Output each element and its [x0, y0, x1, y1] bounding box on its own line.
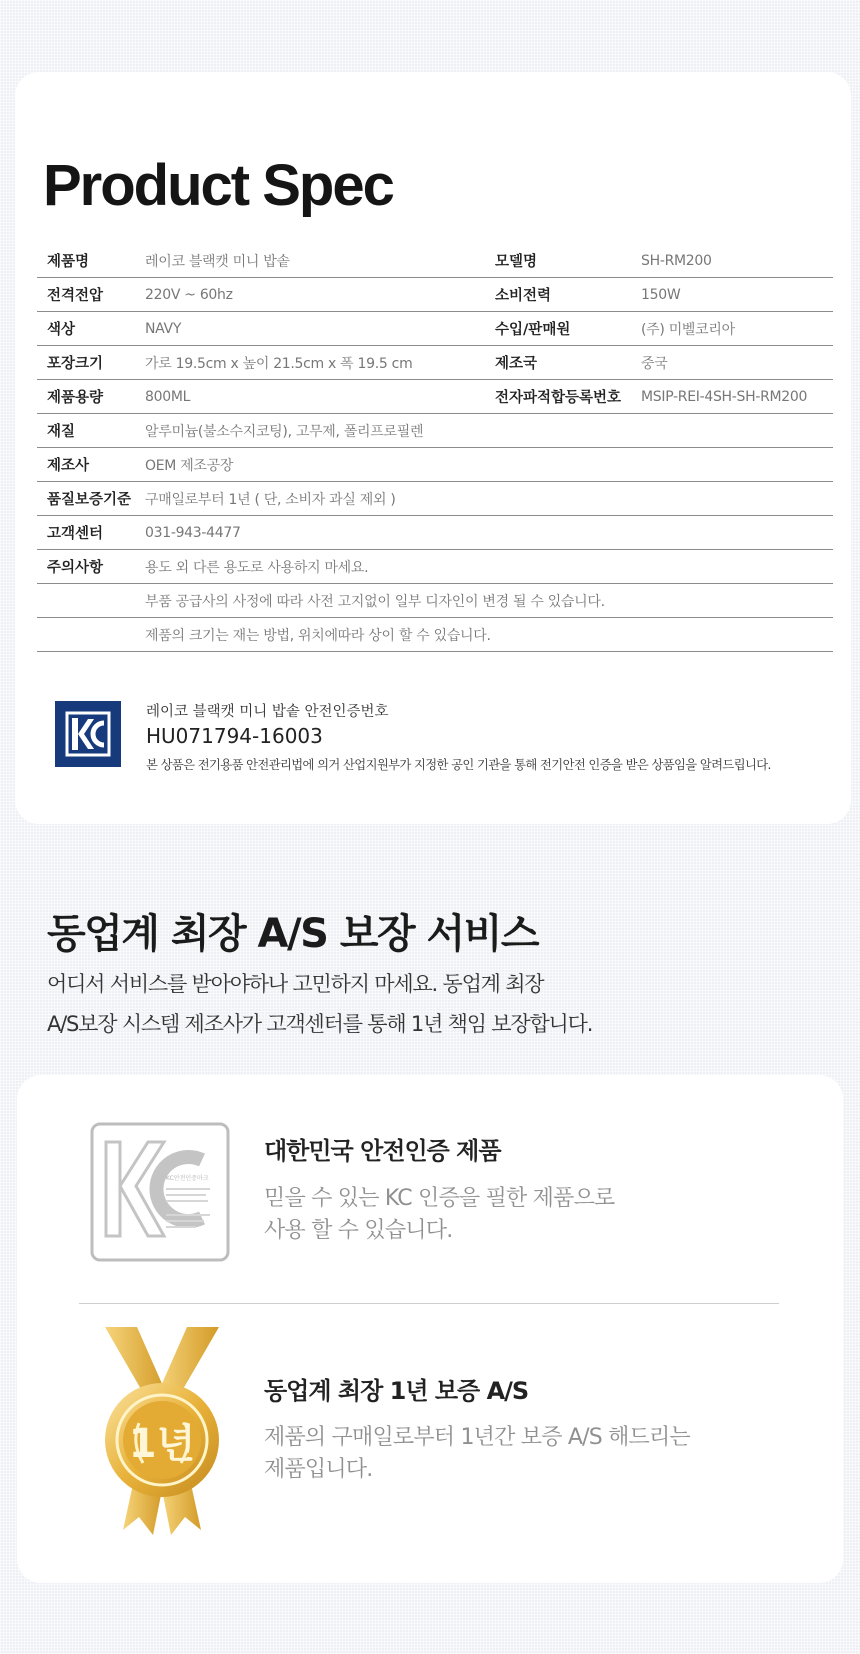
divider [79, 1303, 779, 1304]
spec-value: 구매일로부터 1년 ( 단, 소비자 과실 제외 ) [145, 482, 833, 516]
spec-value: 중국 [641, 346, 833, 380]
spec-value: 800ML [145, 380, 485, 414]
spec-row [37, 414, 833, 448]
spec-label: 포장크기 [37, 346, 145, 380]
spec-label: 전격전압 [37, 278, 145, 312]
as-description-line: A/S보장 시스템 제조사가 고객센터를 통해 1년 책임 보장합니다. [47, 1012, 593, 1036]
spec-value: 031-943-4477 [145, 516, 833, 550]
kc-logo-icon [55, 701, 121, 767]
spec-label: 전자파적합등록번호 [485, 380, 641, 414]
spec-label: 소비전력 [485, 278, 641, 312]
spec-label: 제조사 [37, 448, 145, 482]
spec-title: Product Spec [43, 153, 393, 218]
spec-label [37, 618, 145, 652]
spec-label [37, 584, 145, 618]
spec-value: 용도 외 다른 용도로 사용하지 마세요. [145, 550, 833, 584]
spec-row [37, 516, 833, 550]
as-heading: 동업계 최장 A/S 보장 서비스 [47, 911, 538, 957]
spec-row [37, 550, 833, 584]
spec-label: 품질보증기준 [37, 482, 145, 516]
spec-value: MSIP-REI-4SH-SH-RM200 [641, 380, 833, 414]
spec-row [37, 244, 833, 278]
spec-row [37, 618, 833, 652]
kc-description: 본 상품은 전기용품 안전관리법에 의거 산업지원부가 지정한 공인 기관을 통해 전기안전 인증을 받은 상품임을 알려드립니다. [146, 758, 771, 772]
feature-title: 동업계 최장 1년 보증 A/S [264, 1377, 529, 1405]
spec-row [37, 584, 833, 618]
spec-value: 레이코 블랙캣 미니 밥솥 [145, 244, 485, 278]
spec-label: 주의사항 [37, 550, 145, 584]
spec-label: 모델명 [485, 244, 641, 278]
spec-row [37, 380, 833, 414]
medal-label: 1년 [128, 1421, 196, 1467]
spec-table [37, 244, 833, 652]
spec-row [37, 448, 833, 482]
spec-value: 150W [641, 278, 833, 312]
kc-certification [55, 690, 845, 780]
spec-label: 색상 [37, 312, 145, 346]
spec-label: 재질 [37, 414, 145, 448]
kc-mark-icon [90, 1122, 230, 1266]
spec-value: SH-RM200 [641, 244, 833, 278]
spec-value: (주) 미벨코리아 [641, 312, 833, 346]
spec-row [37, 312, 833, 346]
spec-row [37, 346, 833, 380]
spec-value: 제품의 크기는 재는 방법, 위치에따라 상이 할 수 있습니다. [145, 618, 833, 652]
as-description-line: 어디서 서비스를 받아야하나 고민하지 마세요. 동업계 최장 [47, 972, 544, 996]
spec-label: 제품명 [37, 244, 145, 278]
spec-value: 알루미늄(불소수지코팅), 고무제, 폴리프로필렌 [145, 414, 833, 448]
spec-value: 220V ~ 60hz [145, 278, 485, 312]
feature-title: 대한민국 안전인증 제품 [264, 1137, 501, 1165]
feature-description: 믿을 수 있는 KC 인증을 필한 제품으로 사용 할 수 있습니다. [264, 1186, 615, 1243]
kc-cert-number: HU071794-16003 [146, 724, 323, 748]
product-spec-card [15, 72, 851, 824]
spec-row [37, 278, 833, 312]
kc-product-name: 레이코 블랙캣 미니 밥솥 안전인증번호 [146, 704, 389, 720]
spec-label: 제품용량 [37, 380, 145, 414]
feature-description: 제품의 구매일로부터 1년간 보증 A/S 해드리는 제품입니다. [264, 1425, 690, 1482]
spec-value: OEM 제조공장 [145, 448, 833, 482]
spec-value: 가로 19.5cm x 높이 21.5cm x 폭 19.5 cm [145, 346, 485, 380]
kc-mark-caption: KC안전인증마크 [166, 1175, 209, 1182]
spec-label: 수입/판매원 [485, 312, 641, 346]
spec-label: 제조국 [485, 346, 641, 380]
gold-medal-icon [97, 1325, 227, 1544]
spec-value: 부품 공급사의 사정에 따라 사전 고지없이 일부 디자인이 변경 될 수 있습니다. [145, 584, 833, 618]
spec-row [37, 482, 833, 516]
as-feature-card [17, 1075, 843, 1583]
spec-label: 고객센터 [37, 516, 145, 550]
spec-value: NAVY [145, 312, 485, 346]
